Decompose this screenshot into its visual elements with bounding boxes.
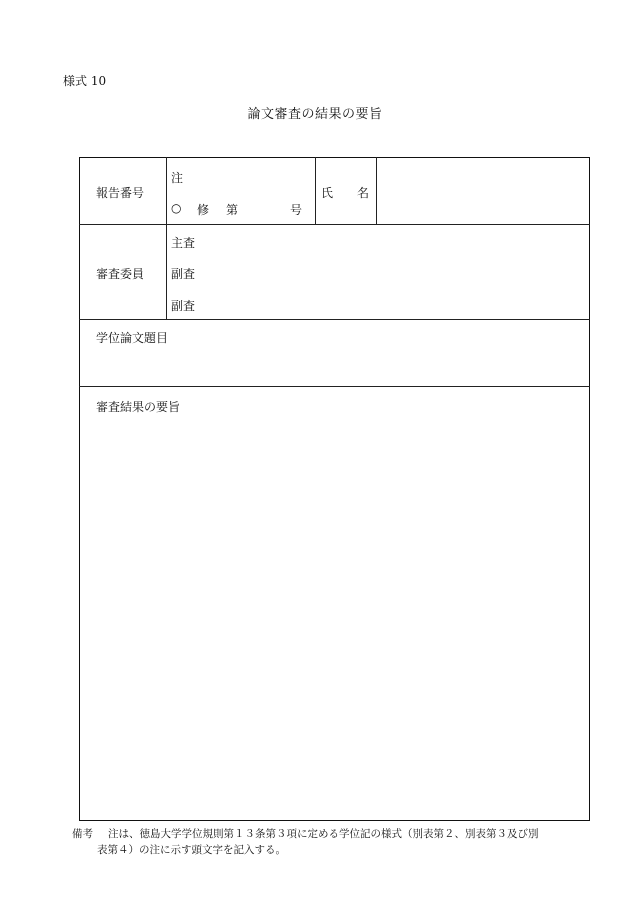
form-number: 様式 10 xyxy=(63,74,107,88)
row-divider-report xyxy=(79,224,590,225)
footnote-line-1: 注は、徳島大学学位規則第１３条第３項に定める学位記の様式（別表第２、別表第３及び別 xyxy=(108,828,539,840)
review-form-table xyxy=(79,157,590,821)
footnote-line-2: 表第４）の注に示す頭文字を記入する。 xyxy=(97,844,286,856)
committee-label: 審査委員 xyxy=(96,267,145,281)
thesis-title-label: 学位論文題目 xyxy=(96,331,169,345)
document-title: 論文審査の結果の要旨 xyxy=(247,107,383,122)
name-label-part-2: 名 xyxy=(357,186,370,200)
note-mark: 注 xyxy=(171,171,184,185)
name-label-part-1: 氏 xyxy=(321,186,334,200)
column-divider-name-label xyxy=(376,157,377,224)
footnote-label: 備考 xyxy=(72,828,93,840)
report-number-label: 報告番号 xyxy=(96,186,145,200)
column-divider-number xyxy=(315,157,316,224)
row-divider-title xyxy=(79,386,590,387)
vice-examiner-label-2: 副査 xyxy=(171,299,196,313)
number-prefix: 第 xyxy=(226,203,239,217)
review-summary-label: 審査結果の要旨 xyxy=(96,400,181,414)
column-divider-label xyxy=(166,157,167,319)
degree-type: 修 xyxy=(197,203,210,217)
vice-examiner-label-1: 副査 xyxy=(171,267,196,281)
row-divider-committee xyxy=(79,319,590,320)
circle-mark: ○ xyxy=(171,201,182,215)
chief-examiner-label: 主査 xyxy=(171,236,196,250)
number-suffix: 号 xyxy=(290,203,303,217)
